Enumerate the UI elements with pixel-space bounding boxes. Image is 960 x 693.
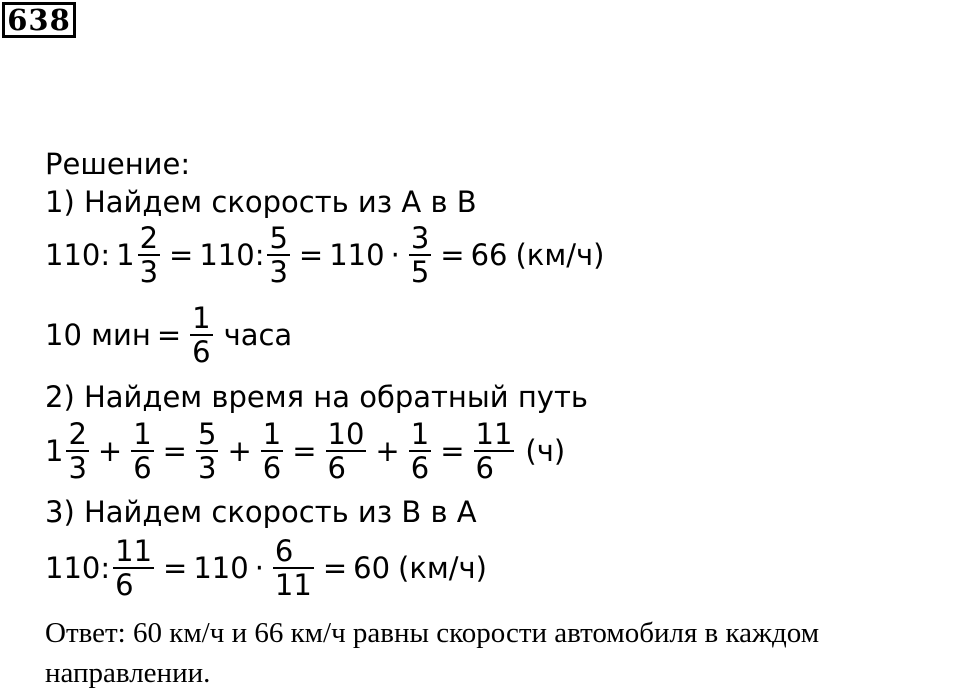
numerator: 1 <box>262 417 282 451</box>
fraction <box>409 222 431 289</box>
fraction <box>131 418 153 485</box>
fraction <box>267 222 289 289</box>
numerator: 2 <box>68 417 87 451</box>
fraction <box>409 418 431 485</box>
dividend: 110: <box>45 237 111 272</box>
mixed-whole: 1 <box>45 433 64 468</box>
problem-number: 638 <box>2 2 76 38</box>
time-conversion <box>45 302 292 369</box>
denominator: 6 <box>326 450 367 484</box>
fraction <box>138 222 160 289</box>
equals-sign: = <box>440 237 465 272</box>
fraction <box>273 535 314 602</box>
factor: 110 <box>329 237 385 272</box>
step3-title: 3) Найдем скорость из В в А <box>45 495 477 529</box>
minutes: 10 мин <box>45 317 151 352</box>
numerator: 1 <box>410 417 430 451</box>
denominator: 5 <box>410 255 430 290</box>
denominator: 3 <box>68 451 87 486</box>
step2-title: 2) Найдем время на обратный путь <box>45 380 588 414</box>
equals-sign: = <box>322 550 348 585</box>
unit: (ч) <box>525 433 566 468</box>
unit: (км/ч) <box>398 550 487 585</box>
step1-title: 1) Найдем скорость из А в В <box>45 185 477 219</box>
equals-sign: = <box>156 317 182 352</box>
denominator: 6 <box>133 451 152 486</box>
denominator: 3 <box>197 451 217 486</box>
numerator: 1 <box>192 301 211 335</box>
plus-sign: + <box>375 433 400 468</box>
denominator: 6 <box>192 335 211 370</box>
denominator: 6 <box>262 451 282 486</box>
step3-calculation <box>45 535 487 602</box>
denominator: 6 <box>474 450 515 484</box>
fraction <box>474 418 515 485</box>
result: 60 <box>353 550 391 585</box>
step2-calculation <box>45 418 565 485</box>
multiply-dot: · <box>390 237 400 272</box>
unit: (км/ч) <box>515 237 605 272</box>
fraction <box>113 535 154 602</box>
mixed-whole: 1 <box>116 237 135 272</box>
equals-sign: = <box>440 433 465 468</box>
plus-sign: + <box>97 433 123 468</box>
denominator: 3 <box>139 255 159 290</box>
numerator: 10 <box>327 417 365 451</box>
multiply-dot: · <box>254 550 264 585</box>
equals-sign: = <box>298 237 324 272</box>
dividend: 110: <box>199 237 265 272</box>
factor: 110 <box>193 550 249 585</box>
fraction <box>326 418 367 485</box>
step1-calculation <box>45 222 604 289</box>
equals-sign: = <box>162 433 187 468</box>
numerator: 3 <box>410 221 430 255</box>
numerator: 1 <box>133 417 152 451</box>
equals-sign: = <box>292 433 317 468</box>
numerator: 11 <box>115 534 153 568</box>
denominator: 3 <box>269 255 288 290</box>
answer-text: Ответ: 60 км/ч и 66 км/ч равны скорости автомобиля в каждом направлении. <box>45 617 820 689</box>
numerator: 11 <box>475 417 513 451</box>
denominator: 11 <box>274 568 312 603</box>
denominator: 6 <box>113 567 154 601</box>
denominator: 6 <box>410 451 430 486</box>
numerator: 2 <box>139 221 159 255</box>
fraction <box>261 418 283 485</box>
equals-sign: = <box>169 237 194 272</box>
plus-sign: + <box>227 433 252 468</box>
hours-label: часа <box>223 317 293 352</box>
fraction <box>66 418 88 485</box>
result: 66 <box>470 237 508 272</box>
equals-sign: = <box>163 550 188 585</box>
numerator: 6 <box>274 534 294 568</box>
numerator: 5 <box>269 221 288 255</box>
dividend: 110: <box>45 550 111 585</box>
solution-heading: Решение: <box>45 147 191 181</box>
numerator: 5 <box>197 417 217 451</box>
fraction <box>196 418 218 485</box>
fraction <box>190 302 212 369</box>
